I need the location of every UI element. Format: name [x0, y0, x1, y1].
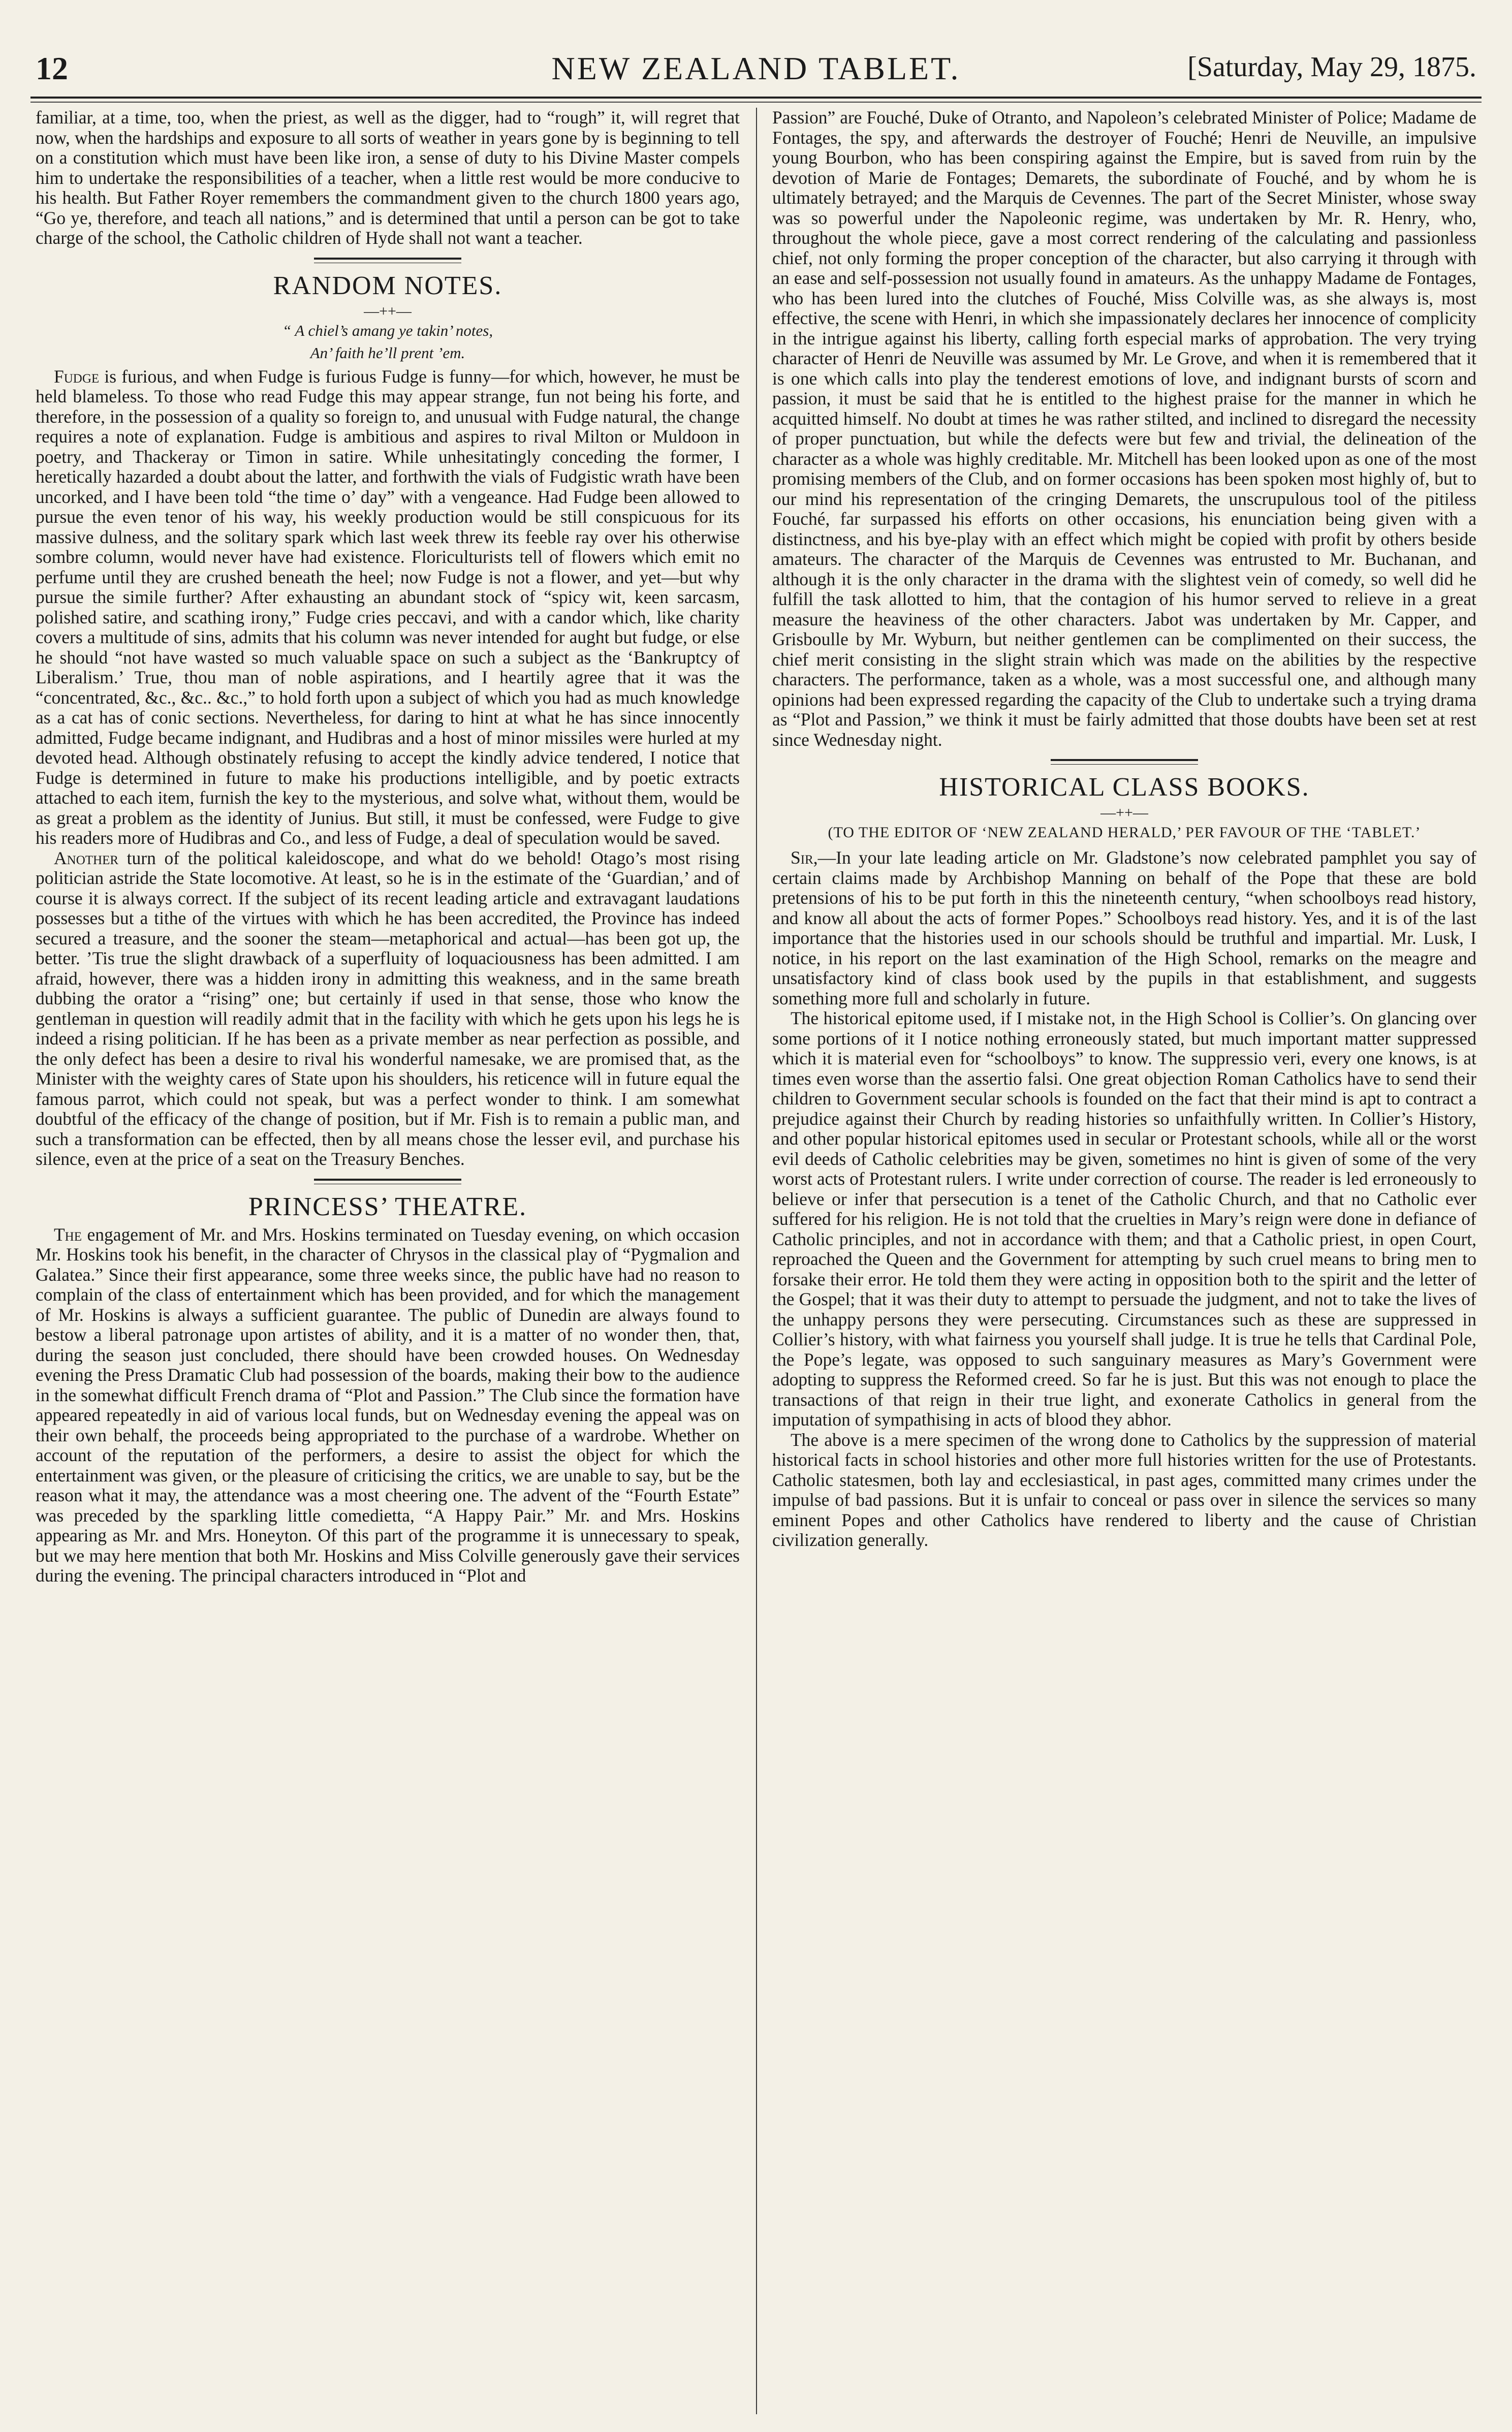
epigraph-line-2: An’ faith he’ll prent ’em.: [310, 343, 465, 362]
paragraph-text: engagement of Mr. and Mrs. Hoskins terminated on Tuesday evening, on which occasion Mr. Hoskins took his benefit, in the character of Chrysos in the classical play of “Pygmalion and Galatea.” Since their first appearance, some three weeks since, the public have had no reason to complain of the class of entertainment which has been provided, and for which the management of Mr. Hoskins is always a sufficient guarantee. The public of Dunedin are always found to bestow a liberal patronage upon artistes of ability, and it is a matter of no wonder then, that, during the season just concluded, there should have been crowded houses. On Wednesday evening the Press Dramatic Club had possession of the boards, making their bow to the audience in the somewhat difficult French drama of “Plot and Passion.” The Club since the formation have appeared repeatedly in aid of various local funds, but on Wednesday evening the appeal was on their own behalf, the proceeds being appropriated to the purchase of a wardrobe. Whether on account of the reputation of the performers, a desire to assist the object for which the entertainment was given, or the pleasure of criticising the critics, we are unable to say, but be the reason what it may, the attendance was a most cheering one. The advent of the “Fourth Estate” was preceded by the sparkling little comedietta, “A Happy Pair.” Mr. and Mrs. Hoskins appearing as Mr. and Mrs. Honeyton. Of this part of the programme it is unnecessary to speak, but we may here mention that both Mr. Hoskins and Miss Colville generously gave their services during the evening. The principal characters introduced in “Plot and: [36, 1224, 740, 1586]
epigraph-line-1: “ A chiel’s amang ye takin’ notes,: [282, 321, 493, 339]
lead-word: Sir,: [791, 847, 818, 868]
lead-word: Another: [54, 847, 119, 868]
page-number: 12: [36, 50, 68, 86]
random-notes-paragraph-2: [36, 848, 740, 1170]
lead-word: Fudge: [54, 366, 100, 387]
random-notes-heading: RANDOM NOTES.: [273, 271, 502, 300]
history-paragraph-1: [772, 848, 1476, 1008]
left-column: [36, 108, 740, 2414]
paragraph-text: —In your late leading article on Mr. Gladstone’s now celebrated pamphlet you say of certain claims made by Archbishop Manning on behalf of the Pope that these are bold pretensions of his to be put forth in this the nineteenth century, “when schoolboys read history, and know all about the acts of former Popes.” Schoolboys read history. Yes, and it is of the last importance that the histories used in our schools should be truthful and impartial. Mr. Lusk, I notice, in his report on the last examination of the High School, remarks on the meagre and unsatisfactory kind of class book used by the pupils in that establishment, and suggests something more full and scholarly in future.: [772, 847, 1476, 1008]
section-rule: [314, 258, 461, 263]
masthead-rule: [30, 97, 1482, 99]
right-column: [772, 108, 1476, 2414]
school-article-ending: familiar, at a time, too, when the priest, as well as the digger, had to “rough” it, will regret that now, when the hardships and exposure to all sorts of weather in years gone by is beginning to tell on a constitution which must have been like iron, a sense of duty to his Divine Master compels him to undertake the responsibilities of a teacher, when a little rest would be more conducive to his health. But Father Royer remembers the commandment given to the church 1800 years ago, “Go ye, therefore, and teach all nations,” and is determined that until a person can be got to take charge of the school, the Catholic children of Hyde shall not want a teacher.: [36, 108, 740, 248]
paragraph-text: is furious, and when Fudge is furious Fudge is funny—for which, however, he must be held blameless. To those who read Fudge this may appear strange, fun not being his forte, and therefore, in the possession of a quality so foreign to, and unusual with Fudge natural, the change requires a note of explanation. Fudge is ambitious and aspires to rival Milton or Muldoon in poetry, and Thackeray or Timon in satire. While unhesitatingly conceding the former, I heretically hazarded a doubt about the latter, and forthwith the vials of Fudgistic wrath have been uncorked, and I have been told “the time o’ day” with a vengeance. Had Fudge been allowed to pursue the even tenor of his way, his weekly production would be still conspicuous for its massive dulness, and the solitary spark which last week threw its feeble ray over his otherwise sombre column, would never have had existence. Floriculturists tell of flowers which emit no perfume until they are crushed beneath the heel; now Fudge is not a flower, and yet—but why pursue the simile further? After exhausting an abundant stock of “spicy wit, keen sarcasm, polished satire, and scathing irony,” Fudge cries peccavi, and with a candor which, like charity covers a multitude of sins, admits that his column was never intended for aught but fudge, or else he should “not have wasted so much valuable space on such a subject as the ‘Bankruptcy of Liberalism.’ True, thou man of noble aspirations, and I heartily agree that it was the “concentrated, &c., &c.. &c.,” to hold forth upon a subject of which you had as much knowledge as a cat has of conic sections. Nevertheless, for daring to hint at what he has since innocently admitted, Fudge became indignant, and Hudibras and a host of minor missiles were hurled at my devoted head. Although obstinately refusing to accept the kindly advice tendered, I notice that Fudge is determined in future to make his productions intelligible, and by poetic extracts attached to each item, furnish the key to the mysterious, and solve what, without them, would be as great a problem as the identity of Junius. But still, it must be confessed, were Fudge to give his readers more of Hudibras and Co., and less of Fudge, a deal of speculation would be saved.: [36, 366, 740, 848]
random-notes-paragraph-1: [36, 367, 740, 848]
theatre-continuation: Passion” are Fouché, Duke of Otranto, and Napoleon’s celebrated Minister of Police; Madame de Fontages, the spy, and afterwards the destroyer of Fouché; Henri de Neuville, an impulsive young Bourbon, who has been conspiring against the Empire, but is saved from ruin by the devotion of Marie de Fontages; Demarets, the subordinate of Fouché, and by whom he is ultimately betrayed; and the Marquis de Cevennes. The part of the Secret Minister, whose sway was so powerful under the Napoleonic regime, was undertaken by Mr. R. Henry, who, throughout the whole piece, gave a most correct rendering of the calculating and passionless chief, not only forming the proper conception of the character, but also carrying it through with an ease and self-possession not usually found in amateurs. As the unhappy Madame de Fontages, who has been lured into the clutches of Fouché, Miss Colville was, as she always is, most effective, the scene with Henri, in which she impassionately declares her innocence of complicity in the intrigue against his liberty, calling forth especial marks of approbation. The very trying character of Henri de Neuville was assumed by Mr. Le Grove, and when it is remembered that it is one which calls into play the tenderest emotions of love, and indignant bursts of scorn and passion, it must be said that he is entitled to the highest praise for the manner in which he acquitted himself. No doubt at times he was rather stilted, and inclined to disregard the necessity of proper punctuation, but while the defects were but few and trivial, the delineation of the character as a whole was highly creditable. Mr. Mitchell has been looked upon as one of the most promising members of the Club, and on former occasions has been spoken most highly of, but to our mind his representation of the cringing Demarets, the unscrupulous tool of the pitiless Fouché, far surpassed his efforts on other occasions, his enunciation being given with a distinctness, and his bye-play with an effect which might be copied with profit by others beside amateurs. The character of the Marquis de Cevennes was entrusted to Mr. Buchanan, and although it is the only character in the drama with the slightest vein of comedy, so well did he fulfill the task allotted to him, that the contagion of his humor served to relieve in a great measure the heaviness of the other characters. Jabot was undertaken by Mr. Capper, and Grisboulle by Mr. Wyburn, but neither gentlemen can be complimented on their success, the chief merit consisting in the slight strain which was made on the abilities by the respective characters. The performance, taken as a whole, was a most successful one, and although many opinions had been expressed regarding the capacity of the Club to undertake such a trying drama as “Plot and Passion,” we think it must be fairly admitted that those doubts have been set at rest since Wednesday night.: [772, 108, 1476, 750]
issue-date: [Saturday, May 29, 1875.: [1187, 51, 1476, 83]
section-rule: [1051, 759, 1198, 765]
paragraph-text: turn of the political kaleidoscope, and what do we behold! Otago’s most rising politician astride the State locomotive. At least, so he is in the estimate of the ‘Guardian,’ and of course it is always correct. If the subject of its recent leading article and extravagant laudations possesses but a tithe of the virtues with which he has been accredited, the Province has indeed secured a treasure, and the sooner the steam—metaphorical and actual—has been got up, the better. ’Tis true the slight drawback of a superfluity of loquaciousness has been admitted. I am afraid, however, there was a hidden irony in admitting this weakness, and in the same breath dubbing the orator a “rising” one; but certainly if used in that sense, those who know the gentleman in question will readily admit that in the facility with which he gets upon his legs he is indeed a rising politician. If he has been as a private member as near perfection as possible, and the only defect has been a desire to rival his wonderful namesake, we are promised that, as the Minister with the weighty cares of State upon his shoulders, his reticence will in future equal the famous parrot, which could not speak, but was a perfect wonder to think. I am somewhat doubtful of the efficacy of the change of position, but if Mr. Fish is to remain a public man, and such a transformation can be effected, then by all means chose the lesser evil, and purchase his silence, even at the price of a seat on the Treasury Benches.: [36, 847, 740, 1169]
theatre-heading: PRINCESS’ THEATRE.: [248, 1192, 527, 1221]
section-rule: [314, 1179, 461, 1184]
lead-word: The: [54, 1224, 82, 1245]
ornament-divider: —++—: [1100, 804, 1148, 821]
history-paragraph-3: The above is a mere specimen of the wrong done to Catholics by the suppression of material historical facts in school histories and other more full histories written for the use of Protestants. Catholic statesmen, both lay and ecclesiastical, in past ages, committed many crimes under the impulse of bad passions. But it is unfair to conceal or pass over in silence the services so many eminent Popes and other Catholics have rendered to liberty and the cause of Christian civilization generally.: [772, 1429, 1476, 1550]
letter-subheading: (TO THE EDITOR OF ‘NEW ZEALAND HERALD,’ PER FAVOUR OF THE ‘TABLET.’: [828, 824, 1421, 841]
historical-class-books-heading: HISTORICAL CLASS BOOKS.: [939, 773, 1310, 802]
column-divider: [756, 108, 757, 2414]
masthead: [30, 36, 1482, 91]
masthead-rule-thin: [30, 102, 1482, 103]
newspaper-title: NEW ZEALAND TABLET.: [551, 50, 961, 86]
theatre-paragraph: [36, 1225, 740, 1586]
ornament-divider: —++—: [364, 302, 412, 320]
history-paragraph-2: The historical epitome used, if I mistake not, in the High School is Collier’s. On glancing over some portions of it I notice nothing erroneously stated, but much important matter suppressed which it is material even for “schoolboys” to know. The suppressio veri, every one knows, is at times even worse than the assertio falsi. One great objection Roman Catholics have to send their children to Government secular schools is founded on the fact that their mind is apt to contract a prejudice against their Church by reading histories so unfaithfully written. In Collier’s History, and other popular historical epitomes used in secular or Protestant schools, while all or the worst evil deeds of Catholic celebrities may be given, sometimes no hint is given of some of the very worst acts of Protestant rulers. I write under correction of course. The reader is led erroneously to believe or infer that persecution is a tenet of the Catholic Church, and that no Catholic ever suffered for his religion. He is not told that the cruelties in Mary’s reign were done in defiance of Catholic principles, and not in accordance with them; and that a Catholic priest, in open Court, reproached the Queen and the Government for attempting by such cruel means to bring men to forsake their error. He told them they were acting in opposition both to the spirit and the letter of the Gospel; that it was their duty to attempt to persuade the judgment, and not to take the lives of the unhappy persons they were persecuting. Circumstances such as these are suppressed in Collier’s history, with what fairness you yourself shall judge. It is true he tells that Cardinal Pole, the Pope’s legate, was opposed to such sanguinary measures as Mary’s Government were adopting to suppress the Reformed creed. So far he is just. But this was not enough to place the transactions of that reign in their true light, and exonerate Catholics in general from the imputation of sympathising in acts of blood they abhor.: [772, 1008, 1476, 1430]
